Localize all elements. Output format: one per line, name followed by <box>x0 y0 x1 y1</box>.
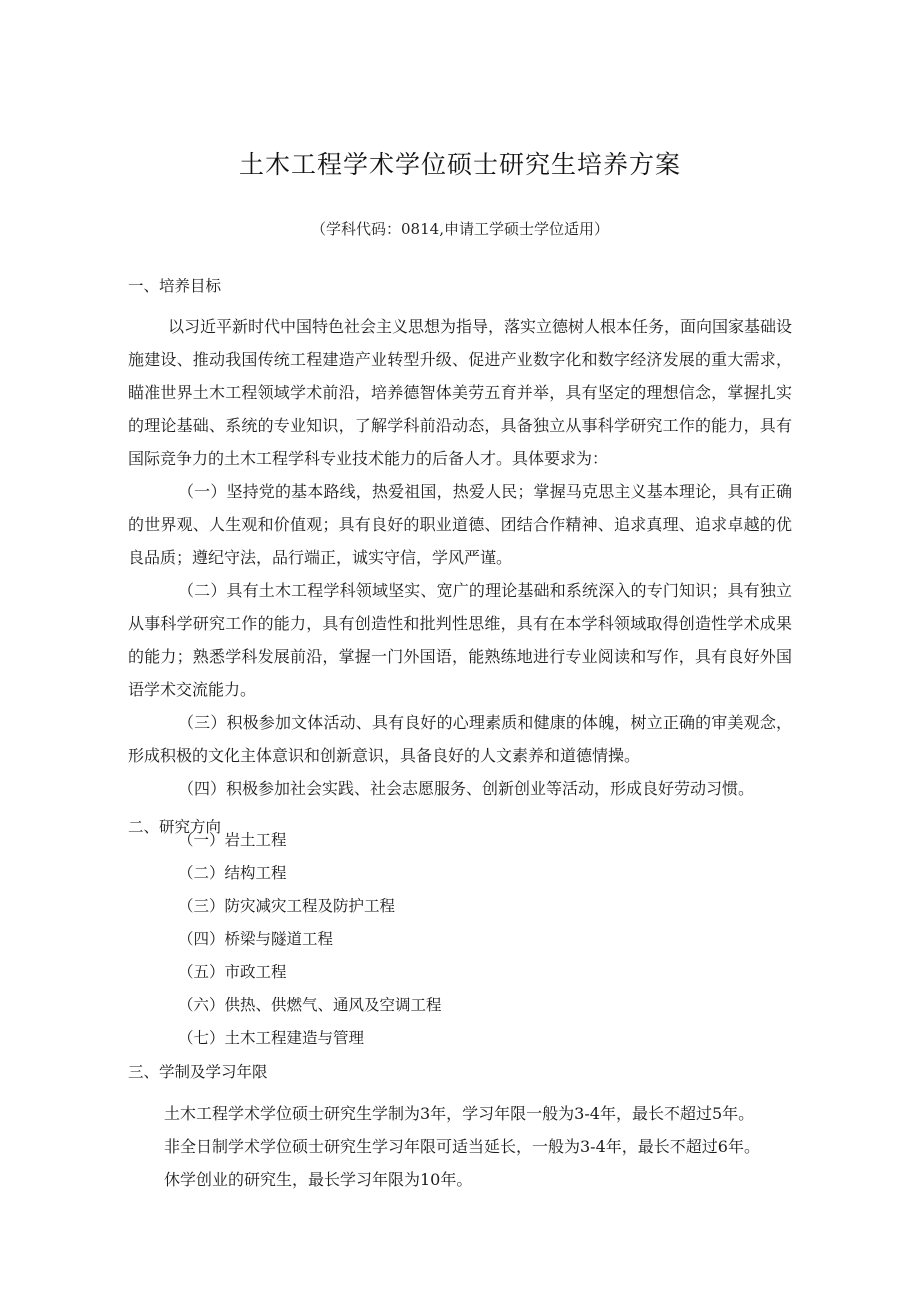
list-item: （三）防灾减灾工程及防护工程 <box>178 897 396 915</box>
page-title: 土木工程学术学位硕士研究生培养方案 <box>238 150 681 179</box>
duration-line: 非全日制学术学位硕士研究生学习年限可适当延长，一般为3-4年，最长不超过6年。 <box>164 1137 760 1156</box>
objectives-intro: 以习近平新时代中国特色社会主义思想为指导，落实立德树人根本任务，面向国家基础设施建设、推动我国传统工程建造产业转型升级、促进产业数字化和数字经济发展的重大需求，瞄准世界土木工程领域学术前沿，培养德智体美劳五育并举，具有坚定的理想信念，掌握扎实的理论基础、系统的专业知识，了解学科前沿动态，具备独立从事科学研究工作的能力，具有国际竞争力的土木工程学科专业技术能力的后备人才。具体要求为： <box>128 317 793 468</box>
duration-line: 休学创业的研究生，最长学习年限为10年。 <box>164 1170 473 1189</box>
section-heading-objectives: 一、培养目标 <box>128 277 222 295</box>
list-item: （二）结构工程 <box>178 864 287 882</box>
section-heading-research: 二、研究方向 <box>128 818 222 836</box>
list-item: （六）供热、供燃气、通风及空调工程 <box>178 996 442 1014</box>
list-item: （五）市政工程 <box>178 963 287 981</box>
requirement-2: （二）具有土木工程学科领域坚实、宽广的理论基础和系统深入的专门知识；具有独立从事科学研究工作的能力，具有创造性和批判性思维，具有在本学科领域取得创造性学术成果的能力；熟悉学科发展前沿，掌握一门外国语，能熟练地进行专业阅读和写作，具有良好外国语学术交流能力。 <box>128 581 792 699</box>
requirement-1: （一）坚持党的基本路线，热爱祖国，热爱人民；掌握马克思主义基本理论，具有正确的世界观、人生观和价值观；具有良好的职业道德、团结合作精神、追求真理、追求卓越的优良品质；遵纪守法，品行端正，诚实守信，学风严谨。 <box>128 482 792 567</box>
list-item: （七）土木工程建造与管理 <box>178 1029 365 1047</box>
research-direction-list <box>178 824 442 1055</box>
list-item: （四）桥梁与隧道工程 <box>178 930 334 948</box>
discipline-code-note: （学科代码：0814,申请工学硕士学位适用） <box>311 220 609 238</box>
requirement-4: （四）积极参加社会实践、社会志愿服务、创新创业等活动，形成良好劳动习惯。 <box>178 779 755 798</box>
duration-lines <box>164 1097 760 1196</box>
duration-line: 土木工程学术学位硕士研究生学制为3年，学习年限一般为3-4年，最长不超过5年。 <box>164 1104 755 1123</box>
requirement-3: （三）积极参加文体活动、具有良好的心理素质和健康的体魄，树立正确的审美观念，形成积极的文化主体意识和创新意识，具备良好的人文素养和道德情操。 <box>128 713 792 765</box>
section-heading-duration: 三、学制及学习年限 <box>128 1063 268 1081</box>
list-item: （一）岩土工程 <box>178 831 287 849</box>
